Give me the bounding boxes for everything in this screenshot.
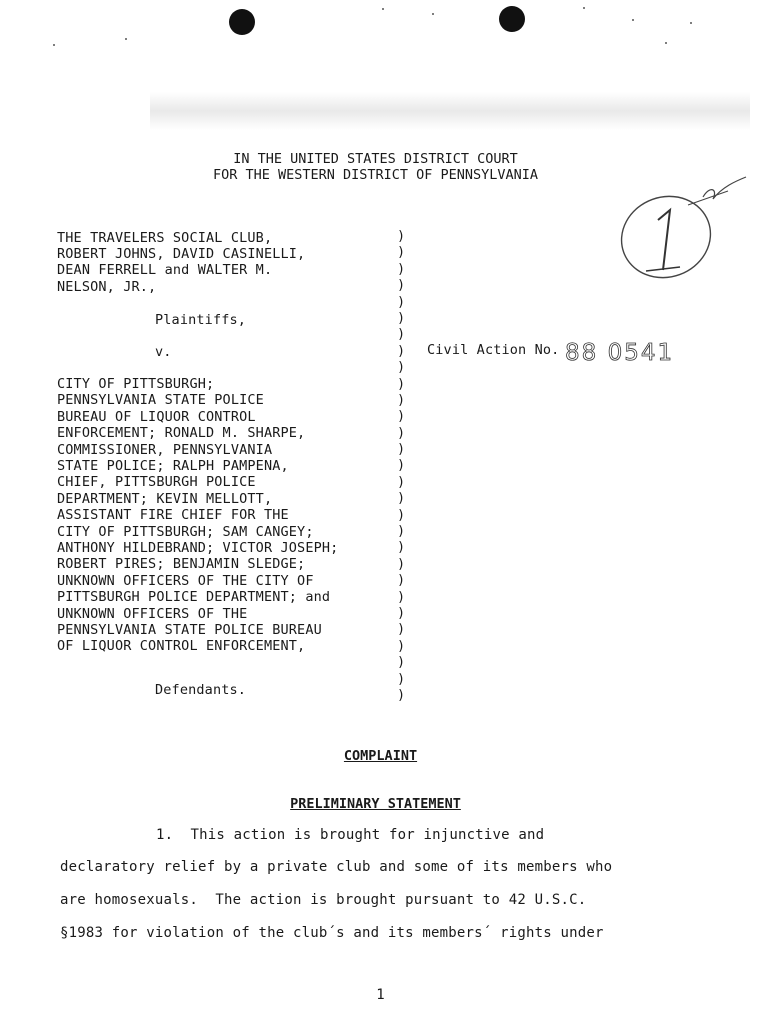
caption-paren: ) — [397, 572, 406, 589]
defendant-line: DEPARTMENT; KEVIN MELLOTT, — [57, 490, 273, 507]
body-line: 1. This action is brought for injunctive and — [156, 827, 545, 843]
defendant-line: OF LIQUOR CONTROL ENFORCEMENT, — [57, 638, 306, 655]
scan-artifact — [150, 92, 750, 130]
defendant-line: BUREAU OF LIQUOR CONTROL — [57, 408, 256, 425]
punch-hole-left — [229, 9, 255, 35]
defendant-line: CHIEF, PITTSBURGH POLICE — [57, 474, 256, 491]
caption-paren: ) — [397, 326, 406, 343]
defendant-line: ENFORCEMENT; RONALD M. SHARPE, — [57, 425, 306, 442]
versus: v. — [155, 344, 172, 360]
docket-stamp — [618, 175, 748, 285]
defendants-role: Defendants. — [155, 682, 247, 698]
civil-action-label: Civil Action No. — [427, 342, 560, 358]
defendant-line: ASSISTANT FIRE CHIEF FOR THE — [57, 507, 289, 524]
caption-paren: ) — [397, 523, 406, 540]
defendant-line: CITY OF PITTSBURGH; — [57, 376, 215, 392]
caption-paren: ) — [397, 342, 406, 359]
caption-paren: ) — [397, 424, 406, 441]
complaint-heading: COMPLAINT — [343, 748, 418, 764]
plaintiff-line: ROBERT JOHNS, DAVID CASINELLI, — [57, 246, 306, 262]
defendant-line: STATE POLICE; RALPH PAMPENA, — [57, 458, 289, 474]
caption-paren: ) — [397, 457, 406, 474]
caption-paren: ) — [397, 309, 406, 326]
caption-paren: ) — [397, 391, 406, 408]
caption-paren: ) — [397, 490, 406, 507]
caption-paren: ) — [397, 375, 406, 392]
plaintiffs-role: Plaintiffs, — [155, 312, 247, 328]
court-name: IN THE UNITED STATES DISTRICT COURT — [233, 151, 518, 167]
body-line: declaratory relief by a private club and some of its members who — [60, 859, 613, 875]
caption-paren: ) — [397, 359, 406, 376]
caption-paren: ) — [397, 654, 406, 671]
caption-paren: ) — [397, 539, 406, 556]
caption-paren: ) — [397, 473, 406, 490]
caption-paren: ) — [397, 506, 406, 523]
defendant-line: PENNSYLVANIA STATE POLICE BUREAU — [57, 622, 322, 638]
caption-paren: ) — [397, 588, 406, 605]
plaintiff-line: DEAN FERRELL and WALTER M. — [57, 262, 273, 278]
caption-paren: ) — [397, 637, 406, 654]
defendant-line: ROBERT PIRES; BENJAMIN SLEDGE; — [57, 556, 306, 573]
punch-hole-right — [499, 6, 525, 32]
defendant-line: UNKNOWN OFFICERS OF THE — [57, 605, 248, 622]
page-number: 1 — [376, 987, 385, 1003]
caption-divider — [397, 228, 407, 703]
caption-paren: ) — [397, 686, 406, 703]
defendant-line: CITY OF PITTSBURGH; SAM CANGEY; — [57, 523, 314, 540]
caption-paren: ) — [397, 604, 406, 621]
caption-paren: ) — [397, 621, 406, 638]
caption-paren: ) — [397, 408, 406, 425]
civil-action-number: 88 0541 — [565, 340, 675, 366]
caption-paren: ) — [397, 244, 406, 261]
defendant-line: PENNSYLVANIA STATE POLICE — [57, 392, 264, 409]
defendant-line: ANTHONY HILDEBRAND; VICTOR JOSEPH; — [57, 540, 339, 556]
court-district: FOR THE WESTERN DISTRICT OF PENNSYLVANIA — [212, 167, 539, 183]
body-line: §1983 for violation of the club´s and its members´ rights under — [60, 925, 604, 941]
caption-paren: ) — [397, 555, 406, 572]
caption-paren: ) — [397, 260, 406, 277]
caption-paren: ) — [397, 293, 406, 310]
caption-paren: ) — [397, 441, 406, 458]
caption-paren: ) — [397, 228, 406, 244]
plaintiff-line: THE TRAVELERS SOCIAL CLUB, — [57, 230, 273, 246]
defendant-line: PITTSBURGH POLICE DEPARTMENT; and — [57, 589, 331, 606]
preliminary-statement-heading: PRELIMINARY STATEMENT — [290, 796, 461, 812]
defendant-line: COMMISSIONER, PENNSYLVANIA — [57, 441, 273, 458]
plaintiff-line: NELSON, JR., — [57, 279, 157, 295]
caption-paren: ) — [397, 277, 406, 294]
defendant-line: UNKNOWN OFFICERS OF THE CITY OF — [57, 572, 314, 589]
caption-paren: ) — [397, 670, 406, 687]
body-line: are homosexuals. The action is brought pursuant to 42 U.S.C. — [60, 892, 587, 908]
